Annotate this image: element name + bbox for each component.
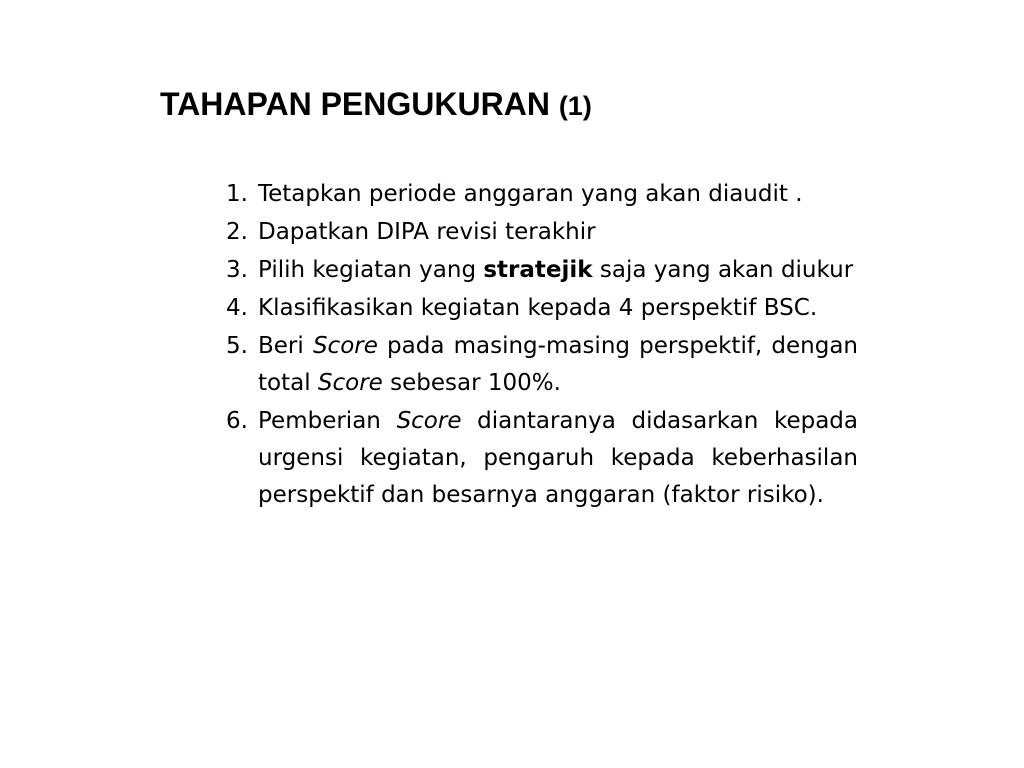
slide-title (160, 84, 592, 126)
steps-list (208, 176, 858, 515)
list-item-text-part2: diantaranya didasarkan kepada urgensi kegiatan, pengaruh kepada keberhasilan perspektif dan besarnya anggaran (faktor risiko). (258, 408, 858, 508)
list-item-text-start: Pilih kegiatan yang (258, 257, 484, 283)
list-item-3 (208, 252, 858, 289)
score-term: Score (396, 408, 462, 434)
list-item-2 (208, 214, 858, 251)
list-item-6 (208, 403, 858, 514)
list-number: 1. (226, 181, 248, 207)
list-number: 6. (226, 408, 248, 434)
title-text: TAHAPAN PENGUKURAN (160, 86, 550, 122)
list-item-4 (208, 290, 858, 327)
list-item-5 (208, 328, 858, 402)
emphasis-stratejik: stratejik (483, 257, 593, 283)
list-number: 5. (226, 333, 248, 359)
list-item-text: Dapatkan DIPA revisi terakhir (258, 219, 596, 245)
list-number: 4. (226, 295, 248, 321)
list-item-text: Klasifikasikan kegiatan kepada 4 perspektif BSC. (258, 295, 818, 321)
list-item-text-end: saja yang akan diukur (592, 257, 854, 283)
score-term: Score (312, 333, 378, 359)
score-term: Score (317, 370, 383, 396)
list-item-text-part2: pada masing-masing perspektif, dengan total (258, 333, 859, 396)
list-number: 2. (226, 219, 248, 245)
list-item-1 (208, 176, 858, 213)
list-number: 3. (226, 257, 248, 283)
list-item-text-part3: sebesar 100%. (382, 370, 561, 396)
title-suffix: (1) (558, 91, 592, 121)
list-item-text-part1: Beri (258, 333, 313, 359)
list-item-text-part1: Pemberian (258, 408, 397, 434)
list-item-text: Tetapkan periode anggaran yang akan diaudit . (258, 181, 803, 207)
